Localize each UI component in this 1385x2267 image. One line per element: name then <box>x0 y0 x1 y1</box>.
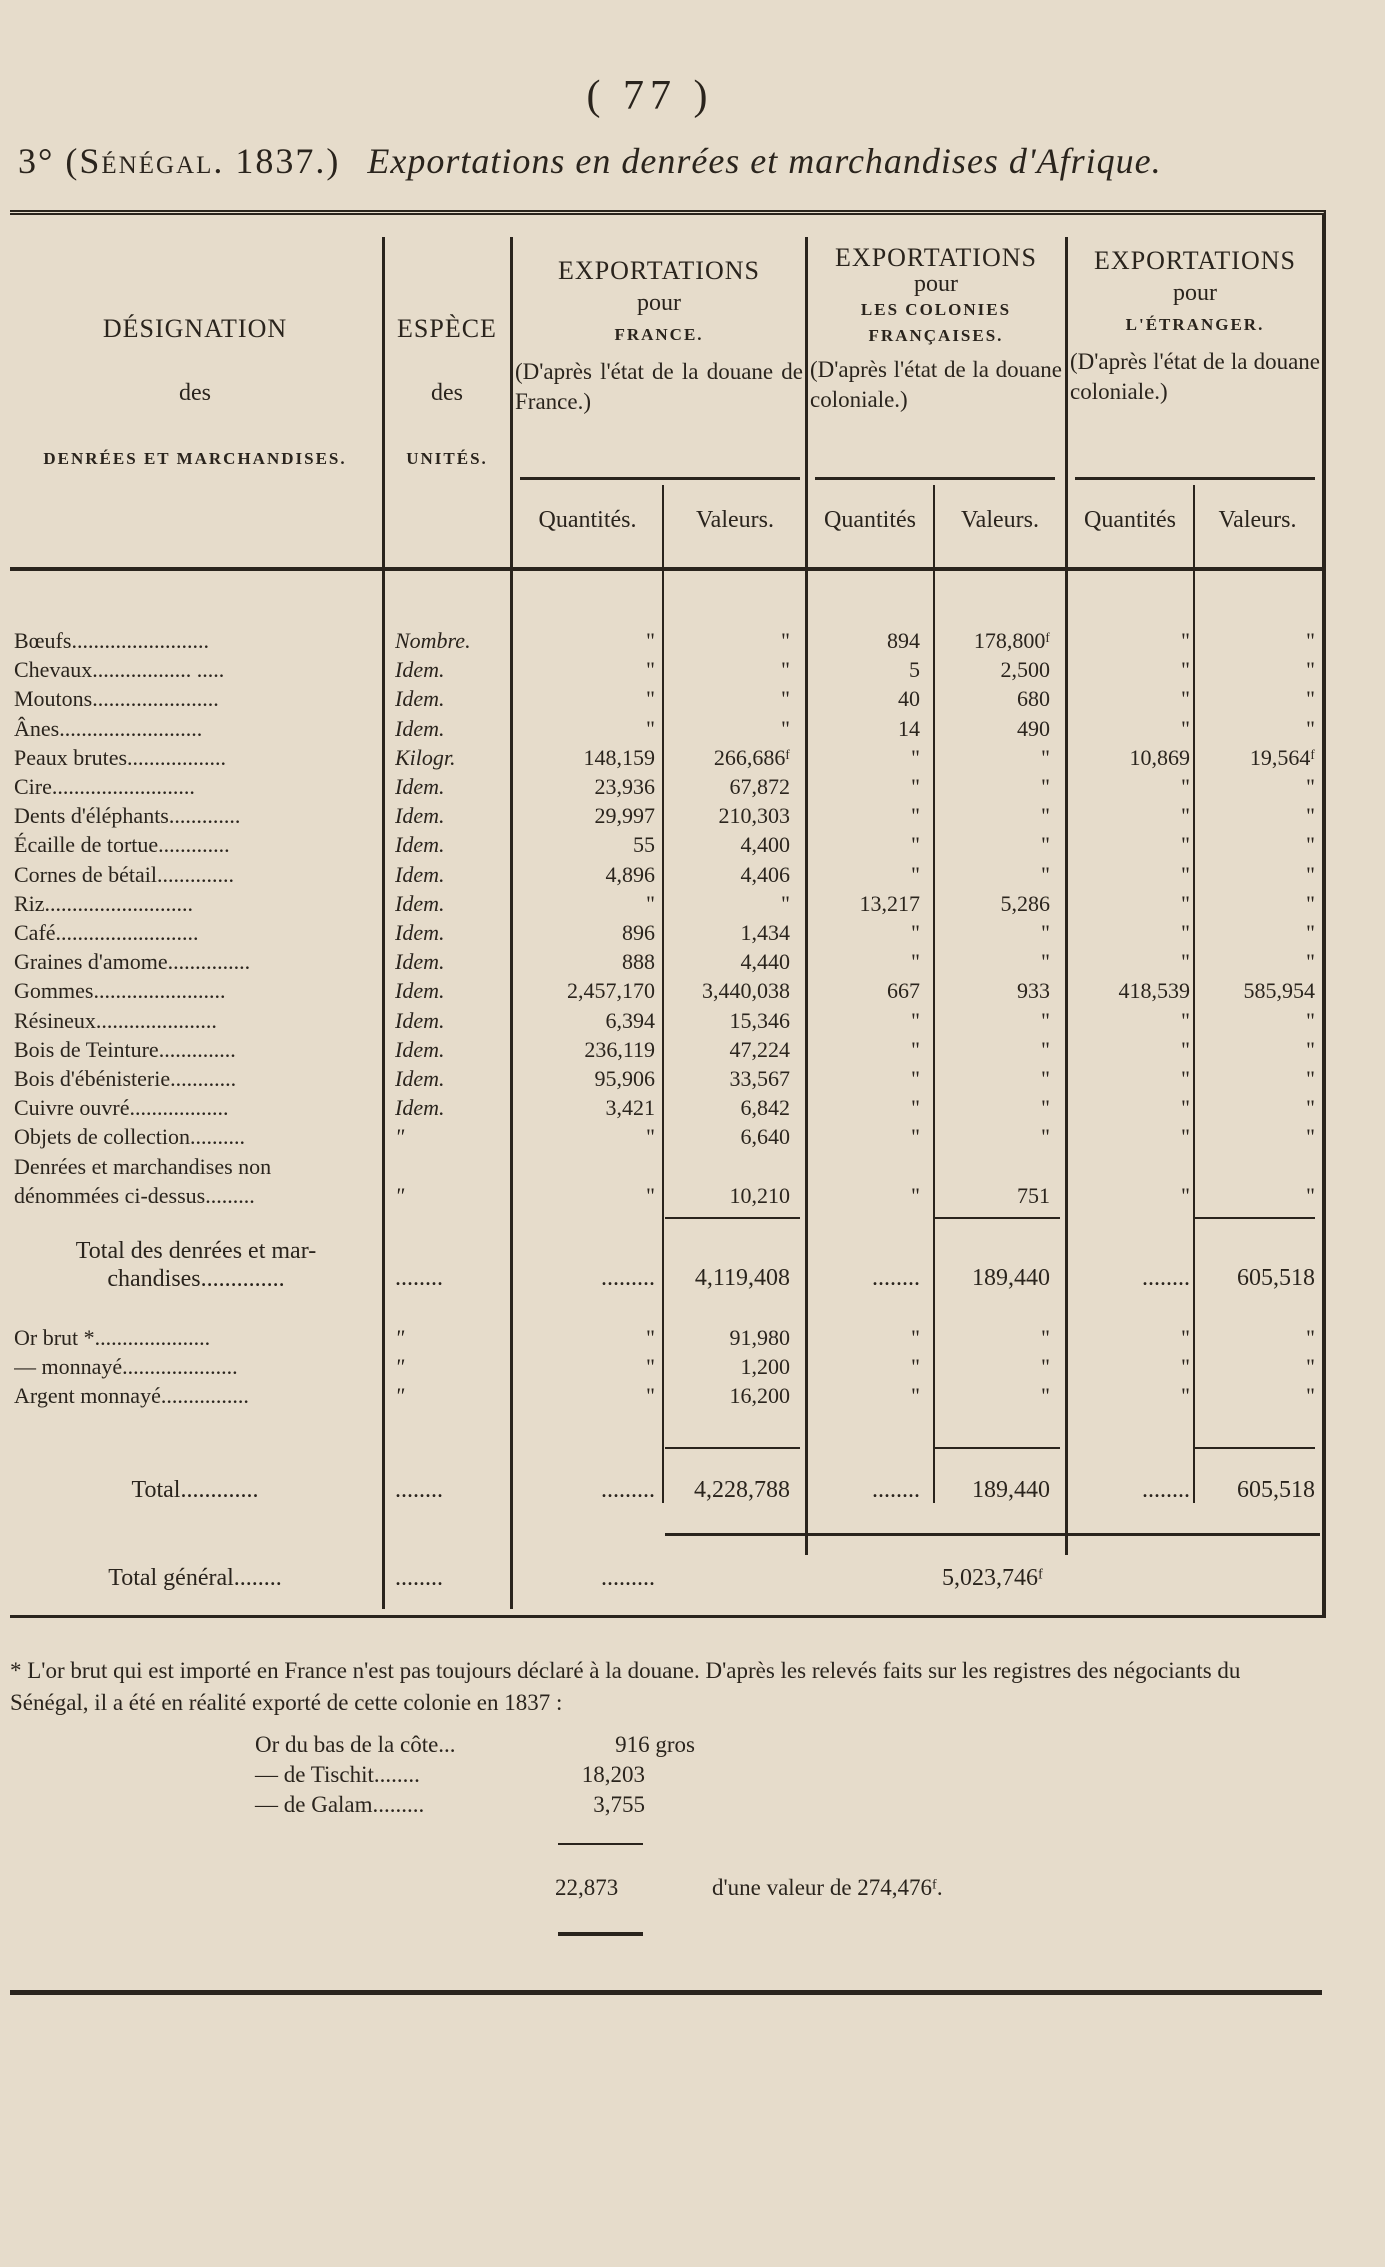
cell-q2: 667 <box>887 978 920 1004</box>
cell-q1: 23,936 <box>594 774 655 799</box>
cell-d: Riz........................... <box>14 890 194 916</box>
cell-q2: " <box>911 832 920 858</box>
cell-v2: 490 <box>1017 715 1050 741</box>
cell-d: Or brut *..................... <box>14 1325 211 1350</box>
cell-q2: 13,217 <box>859 890 920 916</box>
table-row <box>10 1008 1322 1037</box>
cell-v3: " <box>1306 803 1315 829</box>
cell-q1: 148,159 <box>583 744 655 770</box>
table-row <box>10 1095 1322 1124</box>
header-rule <box>815 477 1055 480</box>
cell-q1: " <box>646 890 655 916</box>
table-row <box>10 1383 1322 1412</box>
cell-q3: " <box>1181 686 1190 712</box>
page-title <box>18 140 1338 182</box>
cell-v2: 178,800ᶠ <box>973 628 1050 653</box>
cell-e: Idem. <box>395 803 445 829</box>
cell-q3: " <box>1181 920 1190 945</box>
cell-v1: 266,686ᶠ <box>713 744 790 770</box>
cell-d: Bois de Teinture.............. <box>14 1036 236 1062</box>
subtotal-rule <box>935 1447 1060 1449</box>
table-row <box>10 1325 1322 1354</box>
cell-q2: " <box>911 1007 920 1033</box>
cell-v3: " <box>1306 715 1315 741</box>
cell-d: Dents d'éléphants............. <box>14 803 241 829</box>
cell-q3: " <box>1181 1036 1190 1062</box>
cell-q1: " <box>646 1383 655 1408</box>
cell-v3: " <box>1306 1095 1315 1121</box>
cell-q1: " <box>646 1124 655 1150</box>
cell-q3: " <box>1181 861 1190 887</box>
exports-table <box>10 210 1326 1618</box>
cell-d: Cornes de bétail.............. <box>14 861 234 887</box>
cell-v3: 585,954 <box>1243 978 1315 1004</box>
table-row <box>10 978 1322 1007</box>
cell-e: " <box>395 1354 405 1379</box>
cell-d: Bœufs......................... <box>14 628 209 653</box>
cell-v1: 4,406 <box>740 861 790 887</box>
cell-v3: " <box>1306 1007 1315 1033</box>
header-bottom-rule <box>10 567 1322 571</box>
cell-e: Idem. <box>395 1066 445 1091</box>
cell-d: Bois d'ébénisterie............ <box>14 1066 237 1091</box>
cell-q1: 2,457,170 <box>567 978 655 1004</box>
cell-v1: " <box>781 657 790 683</box>
cell-q3: " <box>1181 890 1190 916</box>
cell-q1: 6,394 <box>605 1007 655 1033</box>
cell-v3: " <box>1306 1354 1315 1379</box>
table-row <box>10 891 1322 920</box>
header-rule <box>520 477 800 480</box>
cell-d: Écaille de tortue............. <box>14 832 230 858</box>
cell-q2: " <box>911 803 920 829</box>
cell-v3: " <box>1306 686 1315 712</box>
cell-d: Objets de collection.......... <box>14 1124 245 1150</box>
total-row: Total............. ........ ......... 4,228,788 ........ 189,440 ........ 605,518 <box>131 1477 1315 1503</box>
header-etranger: EXPORTATIONS pour L'ÉTRANGER. (D'après l'état de la douane coloniale.) <box>1070 246 1320 404</box>
subtotal-rule <box>1195 1447 1315 1449</box>
cell-q3: " <box>1181 715 1190 741</box>
cell-q2: " <box>911 861 920 887</box>
cell-v1: 33,567 <box>729 1066 790 1091</box>
cell-q1: " <box>646 628 655 653</box>
cell-v1: " <box>781 715 790 741</box>
cell-q2: " <box>911 744 920 770</box>
cell-d: Graines d'amome............... <box>14 949 251 975</box>
cell-v2: 680 <box>1017 686 1050 712</box>
cell-q2: " <box>911 949 920 975</box>
table-row <box>10 774 1322 803</box>
cell-q1: 3,421 <box>605 1095 655 1121</box>
table-row <box>10 862 1322 891</box>
title-italic: Exportations en denrées et marchandises d'Afrique. <box>367 141 1162 181</box>
cell-v3: " <box>1306 949 1315 975</box>
cell-e: Idem. <box>395 978 445 1004</box>
subtotal-rule <box>665 1217 800 1219</box>
cell-q2: 40 <box>898 686 920 712</box>
cell-v1: 16,200 <box>729 1383 790 1408</box>
cell-q1: 29,997 <box>594 803 655 829</box>
table-row <box>10 1354 1322 1383</box>
cell-e: Nombre. <box>395 628 471 653</box>
cell-e: " <box>395 1383 405 1408</box>
cell-v2: " <box>1041 1383 1050 1408</box>
cell-v1: " <box>781 628 790 653</box>
cell-v1: 4,440 <box>740 949 790 975</box>
cell-e: Idem. <box>395 715 445 741</box>
page-number: ( 77 ) <box>586 73 714 119</box>
subheader-quantites-etranger: Quantités <box>1084 507 1176 533</box>
cell-q3: " <box>1181 803 1190 829</box>
cell-d: Cuivre ouvré.................. <box>14 1095 229 1121</box>
cell-e: Idem. <box>395 657 445 683</box>
cell-v3: " <box>1306 861 1315 887</box>
cell-q3: " <box>1181 1095 1190 1121</box>
table-row <box>10 1154 1322 1183</box>
cell-q1: 95,906 <box>594 1066 655 1091</box>
cell-v1: 47,224 <box>729 1036 790 1062</box>
cell-v1: 15,346 <box>729 1007 790 1033</box>
cell-d: Résineux...................... <box>14 1007 217 1033</box>
cell-e: Idem. <box>395 861 445 887</box>
subheader-valeurs-france: Valeurs. <box>696 507 774 533</box>
cell-v1: 1,200 <box>740 1354 790 1379</box>
table-row <box>10 745 1322 774</box>
footnote-text: * L'or brut qui est importé en France n'est pas toujours déclaré à la douane. D'après les relevés faits sur les registres des négociants du Sénégal, il a été en réalité exporté de cette colonie en 1837 : <box>10 1658 1241 1715</box>
cell-d: Café.......................... <box>14 920 199 945</box>
cell-v2: " <box>1041 832 1050 858</box>
cell-d: dénommées ci-dessus......... <box>14 1182 255 1208</box>
cell-v2: " <box>1041 803 1050 829</box>
cell-v2: 751 <box>1017 1182 1050 1208</box>
cell-q3: " <box>1181 1325 1190 1350</box>
cell-v1: 10,210 <box>729 1182 790 1208</box>
cell-v2: 933 <box>1017 978 1050 1004</box>
footnote-rule-bottom <box>558 1932 643 1936</box>
cell-q2: " <box>911 920 920 945</box>
cell-q2: " <box>911 1124 920 1150</box>
table-row <box>10 1124 1322 1153</box>
cell-q2: " <box>911 1182 920 1208</box>
cell-q3: " <box>1181 832 1190 858</box>
cell-q2: " <box>911 1036 920 1062</box>
cell-v1: 91,980 <box>729 1325 790 1350</box>
subheader-quantites-france: Quantités. <box>538 507 637 533</box>
cell-q2: " <box>911 774 920 799</box>
cell-d: Chevaux.................. ..... <box>14 657 225 683</box>
cell-q1: 896 <box>622 920 655 945</box>
cell-v1: 4,400 <box>740 832 790 858</box>
cell-q2: 14 <box>898 715 920 741</box>
table-row <box>10 716 1322 745</box>
table-row <box>10 832 1322 861</box>
cell-q1: 4,896 <box>605 861 655 887</box>
cell-q1: 888 <box>622 949 655 975</box>
cell-q2: " <box>911 1095 920 1121</box>
cell-v3: " <box>1306 774 1315 799</box>
cell-v2: 5,286 <box>1000 890 1050 916</box>
cell-v2: " <box>1041 1066 1050 1091</box>
table-row <box>10 920 1322 949</box>
table-row <box>10 949 1322 978</box>
cell-q3: 418,539 <box>1118 978 1190 1004</box>
cell-v1: 1,434 <box>740 920 790 945</box>
total-denrees-row: ........ ......... 4,119,408 ........ 189,440 ........ 605,518 <box>395 1265 1315 1291</box>
cell-v3: " <box>1306 1066 1315 1091</box>
cell-q3: 10,869 <box>1129 744 1190 770</box>
cell-e: " <box>395 1182 405 1208</box>
table-row <box>10 628 1322 657</box>
page-bottom-rule <box>10 1990 1322 1995</box>
subtotal-rule <box>1195 1217 1315 1219</box>
cell-v1: 6,842 <box>740 1095 790 1121</box>
cell-e: Idem. <box>395 832 445 858</box>
cell-v1: 210,303 <box>718 803 790 829</box>
subtotal-rule <box>935 1217 1060 1219</box>
total-denrees-label: Total des denrées et mar- chandises.............. <box>75 1238 317 1292</box>
footnote-note: d'une valeur de 274,476ᶠ. <box>712 1875 943 1900</box>
cell-d: Ânes.......................... <box>14 715 203 741</box>
footnote-rule <box>558 1843 643 1845</box>
total-general-value: 5,023,746ᶠ <box>941 1565 1043 1591</box>
subheader-quantites-colonies: Quantités <box>824 507 916 533</box>
cell-v1: 6,640 <box>740 1124 790 1150</box>
footnote-list: Or du bas de la côte... 916 gros — de Tischit........ 18,203 — de Galam......... 3,755 <box>255 1732 695 1817</box>
cell-q1: " <box>646 715 655 741</box>
header-designation: DÉSIGNATION des DENRÉES ET MARCHANDISES. <box>43 314 347 468</box>
header-colonies: EXPORTATIONS pour LES COLONIES FRANÇAISES. (D'après l'état de la douane coloniale.) <box>810 243 1062 412</box>
cell-v2: " <box>1041 920 1050 945</box>
cell-v2: " <box>1041 1036 1050 1062</box>
cell-v2: " <box>1041 1007 1050 1033</box>
header-espece: ESPÈCE des UNITÉS. <box>397 314 497 468</box>
cell-v3: " <box>1306 920 1315 945</box>
cell-q3: " <box>1181 657 1190 683</box>
cell-q2: " <box>911 1066 920 1091</box>
cell-v2: " <box>1041 1354 1050 1379</box>
cell-v3: 19,564ᶠ <box>1249 744 1315 770</box>
cell-q2: " <box>911 1354 920 1379</box>
cell-v2: " <box>1041 1124 1050 1150</box>
cell-q3: " <box>1181 628 1190 653</box>
title-prefix: 3° (Sénégal. 1837.) <box>18 141 341 181</box>
cell-v3: " <box>1306 1124 1315 1150</box>
cell-d: Cire.......................... <box>14 774 195 799</box>
cell-v3: " <box>1306 890 1315 916</box>
cell-d: Denrées et marchandises non <box>14 1153 272 1179</box>
grand-total-rule <box>665 1533 1320 1536</box>
table-row <box>10 1183 1322 1212</box>
cell-e: Idem. <box>395 1095 445 1121</box>
cell-v1: " <box>781 686 790 712</box>
cell-v1: " <box>781 890 790 916</box>
cell-q3: " <box>1181 1354 1190 1379</box>
cell-q3: " <box>1181 774 1190 799</box>
cell-q2: " <box>911 1325 920 1350</box>
cell-q1: " <box>646 1354 655 1379</box>
table-row <box>10 686 1322 715</box>
cell-q3: " <box>1181 1066 1190 1091</box>
cell-d: Moutons....................... <box>14 686 219 712</box>
cell-q3: " <box>1181 949 1190 975</box>
cell-q1: 55 <box>633 832 655 858</box>
cell-e: Idem. <box>395 686 445 712</box>
cell-v1: 67,872 <box>729 774 790 799</box>
table-row <box>10 803 1322 832</box>
cell-d: — monnayé..................... <box>14 1354 238 1379</box>
cell-v2: " <box>1041 774 1050 799</box>
table-row <box>10 657 1322 686</box>
cell-v3: " <box>1306 832 1315 858</box>
cell-e: Kilogr. <box>395 744 456 770</box>
header-rule <box>1075 477 1315 480</box>
cell-q1: " <box>646 1182 655 1208</box>
cell-v3: " <box>1306 657 1315 683</box>
cell-q2: 894 <box>887 628 920 653</box>
cell-e: Idem. <box>395 949 445 975</box>
cell-e: Idem. <box>395 774 445 799</box>
cell-v2: 2,500 <box>1000 657 1050 683</box>
cell-q1: " <box>646 1325 655 1350</box>
subheader-valeurs-etranger: Valeurs. <box>1218 507 1297 533</box>
cell-e: " <box>395 1124 405 1150</box>
cell-e: Idem. <box>395 1036 445 1062</box>
cell-e: Idem. <box>395 1007 445 1033</box>
cell-q3: " <box>1181 1383 1190 1408</box>
cell-v3: " <box>1306 1383 1315 1408</box>
cell-v2: " <box>1041 1325 1050 1350</box>
cell-v3: " <box>1306 1325 1315 1350</box>
header-france: EXPORTATIONS pour FRANCE. (D'après l'état de la douane de France.) <box>515 256 803 414</box>
table-row <box>10 1037 1322 1066</box>
footnote-total: 22,873 <box>555 1875 619 1900</box>
cell-d: Argent monnayé................ <box>14 1383 249 1408</box>
cell-v2: " <box>1041 744 1050 770</box>
cell-q3: " <box>1181 1007 1190 1033</box>
cell-q1: " <box>646 657 655 683</box>
cell-v2: " <box>1041 949 1050 975</box>
subtotal-rule <box>665 1447 800 1449</box>
cell-d: Gommes........................ <box>14 978 226 1004</box>
cell-v2: " <box>1041 1095 1050 1121</box>
cell-v3: " <box>1306 1036 1315 1062</box>
cell-q2: 5 <box>909 657 920 683</box>
cell-q3: " <box>1181 1124 1190 1150</box>
table-row <box>10 1066 1322 1095</box>
cell-q1: " <box>646 686 655 712</box>
cell-q3: " <box>1181 1182 1190 1208</box>
cell-e: Idem. <box>395 920 445 945</box>
cell-e: " <box>395 1325 405 1350</box>
cell-q2: " <box>911 1383 920 1408</box>
cell-v2: " <box>1041 861 1050 887</box>
total-general-row: Total général........ ........ ......... 5,023,746ᶠ <box>10 1565 1322 1594</box>
subheader-valeurs-colonies: Valeurs. <box>961 507 1039 533</box>
cell-v3: " <box>1306 628 1315 653</box>
cell-q1: 236,119 <box>584 1036 655 1062</box>
cell-e: Idem. <box>395 890 445 916</box>
cell-d: Peaux brutes.................. <box>14 744 227 770</box>
cell-v3: " <box>1306 1182 1315 1208</box>
cell-v1: 3,440,038 <box>702 978 790 1004</box>
